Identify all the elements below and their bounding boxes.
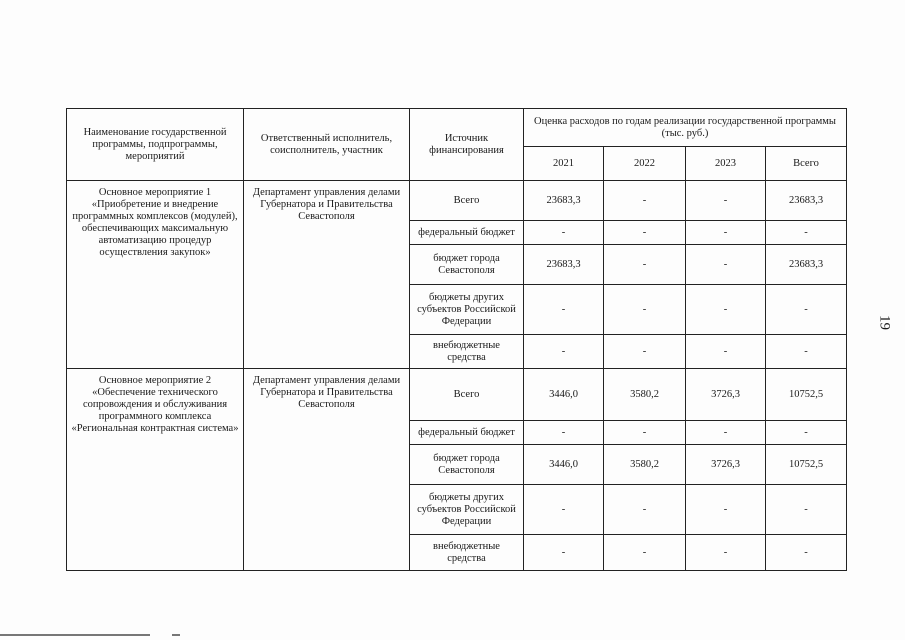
value-cell: - [524, 485, 604, 535]
header-name-cell: Наименование государственной программы, подпрограммы, мероприятий [67, 109, 244, 181]
measure-2-source-regions: бюджеты других субъектов Российской Федерации [410, 485, 524, 535]
value-cell: 3580,2 [604, 445, 686, 485]
value-cell: - [604, 245, 686, 285]
header-year-2022: 2022 [604, 147, 686, 181]
measure-1-executor: Департамент управления делами Губернатора и Правительства Севастополя [244, 181, 410, 369]
value-cell: - [766, 485, 847, 535]
value-cell: - [766, 285, 847, 335]
header-estimate-cell: Оценка расходов по годам реализации государственной программы (тыс. руб.) [524, 109, 847, 147]
budget-table [66, 108, 847, 571]
value-cell: - [604, 221, 686, 245]
table-row [67, 181, 847, 221]
value-cell: 3726,3 [686, 445, 766, 485]
measure-2-source-extrabudget: внебюджетные средства [410, 535, 524, 571]
value-cell: - [524, 221, 604, 245]
value-cell: - [766, 221, 847, 245]
value-cell: - [604, 421, 686, 445]
page-number: 19 [876, 315, 893, 330]
value-cell: 10752,5 [766, 445, 847, 485]
value-cell: 3446,0 [524, 445, 604, 485]
value-cell: - [766, 335, 847, 369]
value-cell: - [766, 535, 847, 571]
value-cell: - [524, 535, 604, 571]
measure-2-source-city: бюджет города Севастополя [410, 445, 524, 485]
measure-1-name: Основное мероприятие 1 «Приобретение и внедрение программных комплексов (модулей), обеспечивающих максимальную автоматизацию процедур осуществления закупок» [67, 181, 244, 369]
header-source-cell: Источник финансирования [410, 109, 524, 181]
measure-2-source-federal: федеральный бюджет [410, 421, 524, 445]
value-cell: - [524, 335, 604, 369]
value-cell: - [524, 285, 604, 335]
value-cell: - [604, 285, 686, 335]
value-cell: - [604, 335, 686, 369]
scan-edge-mark [172, 634, 180, 636]
value-cell: - [686, 485, 766, 535]
value-cell: - [604, 535, 686, 571]
value-cell: 3580,2 [604, 369, 686, 421]
value-cell: - [686, 285, 766, 335]
measure-2-name: Основное мероприятие 2 «Обеспечение технического сопровождения и обслуживания программного комплекса «Региональная контрактная система» [67, 369, 244, 571]
value-cell: - [686, 535, 766, 571]
value-cell: - [686, 181, 766, 221]
value-cell: - [766, 421, 847, 445]
value-cell: 23683,3 [524, 245, 604, 285]
value-cell: 23683,3 [524, 181, 604, 221]
value-cell: 23683,3 [766, 245, 847, 285]
header-year-2023: 2023 [686, 147, 766, 181]
value-cell: 10752,5 [766, 369, 847, 421]
table-row [67, 369, 847, 421]
measure-1-source-total: Всего [410, 181, 524, 221]
value-cell: - [604, 485, 686, 535]
header-year-2021: 2021 [524, 147, 604, 181]
value-cell: - [604, 181, 686, 221]
header-year-total: Всего [766, 147, 847, 181]
measure-2-executor: Департамент управления делами Губернатора и Правительства Севастополя [244, 369, 410, 571]
value-cell: - [686, 245, 766, 285]
value-cell: - [686, 221, 766, 245]
value-cell: - [686, 421, 766, 445]
value-cell: - [686, 335, 766, 369]
value-cell: 23683,3 [766, 181, 847, 221]
value-cell: 3446,0 [524, 369, 604, 421]
scan-edge-line [0, 634, 150, 636]
table-header-row [67, 109, 847, 147]
measure-1-source-regions: бюджеты других субъектов Российской Федерации [410, 285, 524, 335]
value-cell: - [524, 421, 604, 445]
measure-2-source-total: Всего [410, 369, 524, 421]
measure-1-source-extrabudget: внебюджетные средства [410, 335, 524, 369]
value-cell: 3726,3 [686, 369, 766, 421]
measure-1-source-city: бюджет города Севастополя [410, 245, 524, 285]
measure-1-source-federal: федеральный бюджет [410, 221, 524, 245]
header-executor-cell: Ответственный исполнитель, соисполнитель, участник [244, 109, 410, 181]
